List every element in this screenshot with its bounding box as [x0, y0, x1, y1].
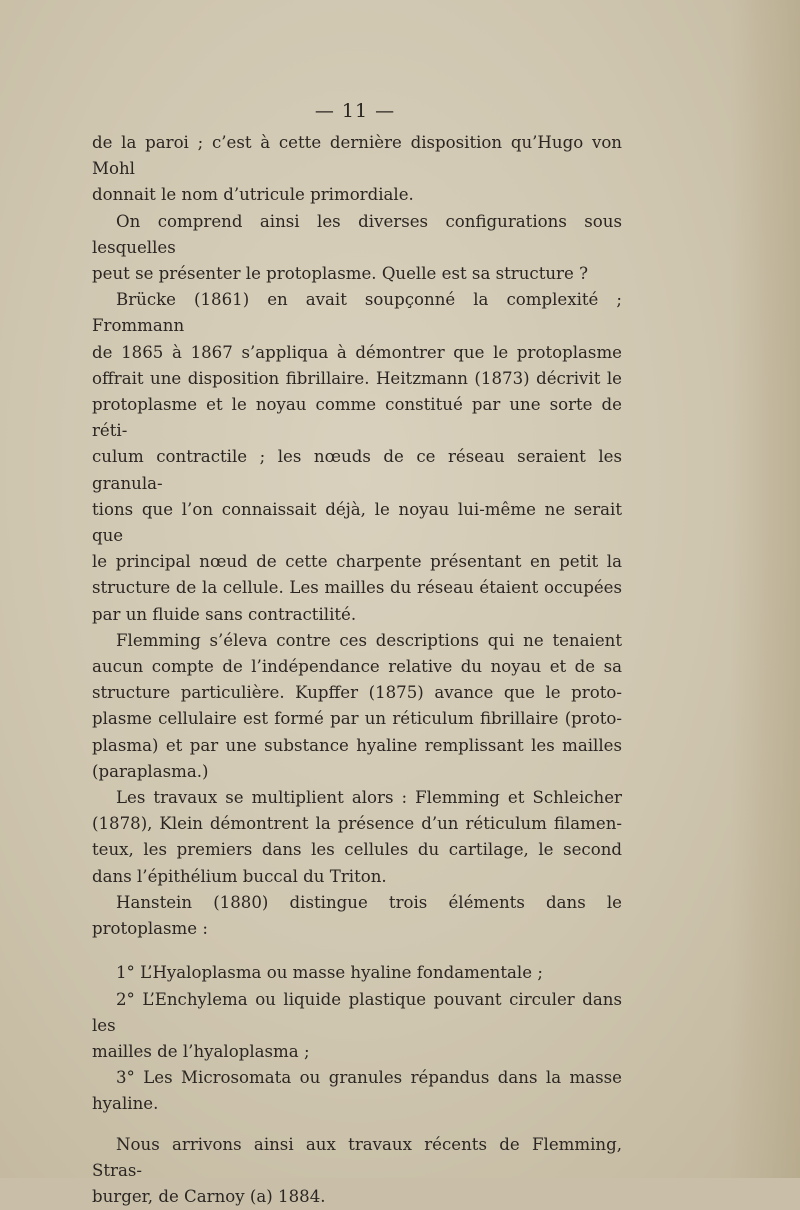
text-line: On comprend ainsi les diverses configurations sous lesquelles — [92, 211, 622, 257]
text-line: Brücke (1861) en avait soupçonné la complexité ; Frommann — [92, 290, 622, 336]
list-item: 1° L’Hyaloplasma ou masse hyaline fondamentale ; — [116, 963, 543, 983]
text-line: plasma) et par une substance hyaline remplissant les mailles — [92, 735, 622, 755]
text-line: protoplasme et le noyau comme constitué par une sorte de réti- — [92, 395, 622, 441]
text-line: Flemming s’éleva contre ces descriptions qui ne tenaient — [116, 630, 622, 650]
text-line: hyaline. — [92, 1094, 159, 1114]
text-line: par un fluide sans contractilité. — [92, 604, 357, 624]
text-line: donnait le nom d’utricule primordiale. — [92, 185, 414, 205]
text-line: (1878), Klein démontrent la présence d’un réticulum filamen- — [92, 814, 622, 834]
text-line: structure de la cellule. Les mailles du réseau étaient occupées — [92, 578, 622, 598]
text-line: tions que l’on connaissait déjà, le noyau lui-même ne serait que — [92, 499, 622, 546]
list-item: 3° Les Microsomata ou granules répandus dans la masse — [116, 1068, 622, 1088]
text-line: Nous arrivons ainsi aux travaux récents de Flemming, Stras- — [92, 1134, 622, 1180]
text-line: mailles de l’hyaloplasma ; — [92, 1041, 310, 1061]
text-line: dans l’épithélium buccal du Triton. — [92, 866, 387, 886]
text-line: de 1865 à 1867 s’appliqua à démontrer que le protoplasme — [92, 342, 622, 362]
text-line: peut se présenter le protoplasme. Quelle est sa structure ? — [92, 264, 588, 284]
text-line: culum contractile ; les nœuds de ce réseau seraient les granula- — [92, 447, 622, 493]
text-line: Hanstein (1880) distingue trois éléments dans le protoplasme : — [92, 892, 622, 939]
text-line: aucun compte de l’indépendance relative du noyau et de sa — [92, 657, 622, 677]
text-line: (paraplasma.) — [92, 761, 209, 781]
text-line: offrait une disposition fibrillaire. Heitzmann (1873) décrivit le — [92, 368, 622, 388]
page-edge-shadow — [730, 0, 800, 1178]
text-line: teux, les premiers dans les cellules du cartilage, le second — [92, 840, 622, 860]
text-line: de la paroi ; c’est à cette dernière disposition qu’Hugo von Mohl — [92, 133, 622, 179]
text-line: plasme cellulaire est formé par un réticulum fibrillaire (proto- — [92, 709, 622, 729]
list-item: 2° L’Enchylema ou liquide plastique pouvant circuler dans les — [92, 989, 622, 1035]
body-text — [92, 130, 622, 1210]
text-line: burger, de Carnoy (a) 1884. — [92, 1186, 326, 1206]
text-line: Les travaux se multiplient alors : Flemming et Schleicher — [116, 788, 622, 808]
page-number: — 11 — — [314, 100, 396, 122]
list-spacer — [92, 942, 622, 960]
paragraph-spacer — [92, 1118, 622, 1132]
text-line: structure particulière. Kupffer (1875) avance que le proto- — [92, 683, 622, 703]
text-line: le principal nœud de cette charpente présentant en petit la — [92, 552, 622, 572]
